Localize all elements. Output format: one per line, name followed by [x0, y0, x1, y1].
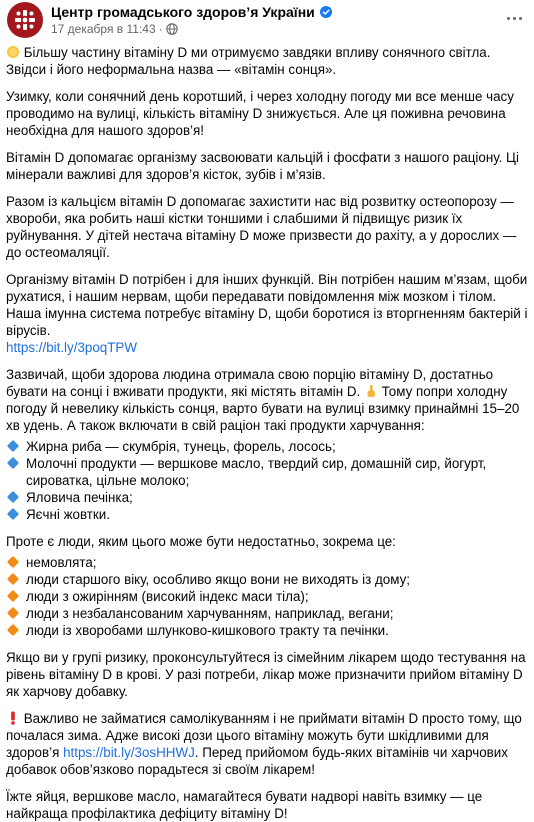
paragraph-text: . Перед прийомом будь-яких вітамінів чи харчових добавок обов’язково порадьтеся зі своїм лікарем!	[6, 745, 508, 777]
page-name-link[interactable]: Центр громадського здоров’я України	[51, 4, 315, 20]
blue-diamond-icon	[7, 491, 19, 503]
paragraph-text: Важливо не займатися самолікуванням і не приймати вітамін D просто тому, що почалася зима. Адже високі дози цього вітаміну можуть бути шкідливими для здоров’я	[6, 711, 522, 760]
list-item	[6, 506, 528, 523]
paragraph-text: Зазвичай, щоби здорова людина отримала свою порцію вітаміну D, достатньо бувати на сонці і вживати продукти, які містять вітамін D.	[6, 367, 494, 399]
list-item-text: Жирна риба — скумбрія, тунець, форель, лосось;	[26, 439, 336, 454]
risk-list	[6, 554, 528, 639]
list-item	[6, 588, 528, 605]
paragraph-intro	[6, 44, 528, 78]
list-item	[6, 554, 528, 571]
verified-badge-icon	[320, 6, 332, 18]
paragraph-risk-group: Якщо ви у групі ризику, проконсультуйтеся із сімейним лікарем щодо тестування на рівень вітаміну D в крові. У разі потреби, лікар може призначити прийом вітаміну D як харчову добавку.	[6, 650, 526, 699]
list-item	[6, 571, 528, 588]
list-item-text: Молочні продукти — вершкове масло, твердий сир, домашній сир, йогурт, сироватка, цільне молоко;	[26, 456, 487, 488]
orange-diamond-icon	[7, 624, 19, 636]
meta-separator: ·	[158, 22, 163, 36]
orange-diamond-icon	[7, 607, 19, 619]
list-item-text: люди старшого віку, особливо якщо вони не виходять із дому;	[26, 572, 410, 587]
paragraph-closing: Їжте яйця, вершкове масло, намагайтеся бувати надворі навіть взимку — це найкраща профілактика дефіциту вітаміну D!	[6, 789, 483, 821]
source-link-2[interactable]: https://bit.ly/3osHHWJ	[63, 745, 195, 760]
list-item	[6, 489, 528, 506]
orange-diamond-icon	[7, 556, 19, 568]
blue-diamond-icon	[7, 440, 19, 452]
list-item-text: люди із хворобами шлунково-кишкового тракту та печінки.	[26, 623, 389, 638]
paragraph-risk-intro: Проте є люди, яким цього може бути недостатньо, зокрема це:	[6, 534, 396, 549]
more-options-icon[interactable]	[502, 6, 526, 30]
paragraph-osteoporosis: Разом із кальцієм вітамін D допомагає захистити нас від розвитку остеопорозу — хвороби, яка робить наші кістки тоншими і слабшими й підвищує ризик їх руйнування. У дітей нестача вітаміну D може призвести до рахіту, а у дорослих — до остеомаляції.	[6, 194, 517, 260]
paragraph-winter: Узимку, коли сонячний день коротший, і через холодну погоду ми все менше часу проводимо на вулиці, кількість вітаміну D знижується. Але ця поживна речовина необхідна для нашого здоров’я!	[6, 89, 514, 138]
blue-diamond-icon	[7, 508, 19, 520]
list-item	[6, 622, 528, 639]
source-link-1[interactable]: https://bit.ly/3poqTPW	[6, 340, 137, 355]
red-exclamation-icon	[6, 711, 20, 725]
list-item-text: люди з незбалансованим харчуванням, наприклад, вегани;	[26, 606, 394, 621]
paragraph-text: Більшу частину вітаміну D ми отримуємо завдяки впливу сонячного світла. Звідси і його неформальна назва — «вітамін сонця».	[6, 45, 491, 77]
food-list	[6, 438, 528, 523]
page-avatar[interactable]	[7, 2, 43, 38]
list-item-text: немовлята;	[26, 555, 97, 570]
list-item-text: люди з ожирінням (високий індекс маси тіла);	[26, 589, 309, 604]
paragraph-text: Тому попри холодну погоду й невелику кількість сонця, варто бувати на вулиці взимку принаймні 15–20 хв удень. А також включати в свій раціон такі продукти харчування:	[6, 384, 520, 433]
page-logo-icon	[12, 7, 38, 33]
blue-diamond-icon	[7, 457, 19, 469]
paragraph-sources	[6, 366, 528, 434]
paragraph-functions	[6, 271, 528, 356]
paragraph-warning	[6, 710, 528, 778]
post-header	[6, 0, 528, 40]
list-item	[6, 455, 528, 489]
paragraph-text: Організму вітамін D потрібен і для інших функцій. Він потрібен нашим м’язам, щоби рухатися, і нашим нервам, щоби передавати повідомлення між мозком і тілом. Наша імунна система потребує вітаміну D, щоби боротися із вторгненням бактерій і вірусів.	[6, 272, 528, 338]
list-item	[6, 605, 528, 622]
paragraph-calcium: Вітамін D допомагає організму засвоювати кальцій і фосфати з нашого раціону. Ці мінерали важливі для здоров’я кісток, зубів і м’язів.	[6, 150, 519, 182]
sun-emoji	[6, 45, 20, 59]
post-timestamp[interactable]: 17 декабря в 11:43	[51, 22, 156, 36]
list-item-text: Яловича печінка;	[26, 490, 133, 505]
orange-diamond-icon	[7, 573, 19, 585]
list-item	[6, 438, 528, 455]
globe-icon[interactable]	[166, 23, 178, 35]
hand-pointing-up-emoji	[364, 384, 378, 398]
list-item-text: Яєчні жовтки.	[26, 507, 110, 522]
orange-diamond-icon	[7, 590, 19, 602]
post-body	[6, 44, 528, 822]
